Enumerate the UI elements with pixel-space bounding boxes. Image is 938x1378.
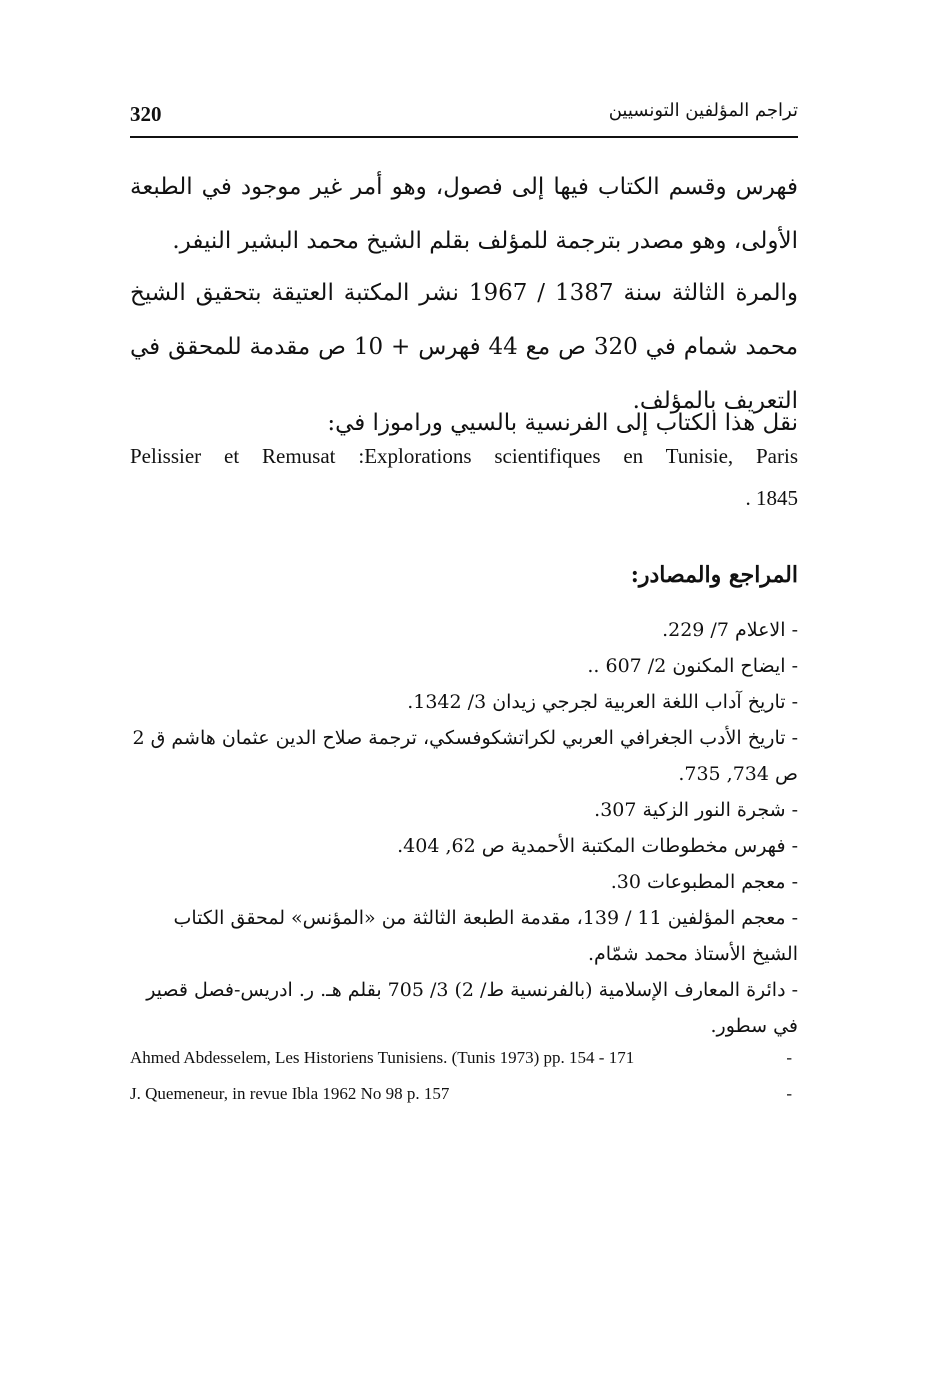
paragraph-french-translation: نقل هذا الكتاب إلى الفرنسية بالسيي وراموزا في:	[327, 410, 798, 436]
latin-citation-line: Pelissier et Remusat :Explorations scientifiques en Tunisie, Paris	[130, 444, 798, 468]
latin-reference-dash: -	[786, 1084, 792, 1103]
latin-reference-dash: -	[786, 1048, 792, 1067]
reference-item: - دائرة المعارف الإسلامية (بالفرنسية ط/ 2) 3/ 705 بقلم هـ. ر. ادريس-فصل قصير في سطور.	[130, 972, 798, 1044]
page-number: 320	[130, 102, 162, 126]
reference-item: - معجم المؤلفين 11 / 139، مقدمة الطبعة الثالثة من «المؤنس» لمحقق الكتاب الشيخ الأستاذ محمد شمّام.	[130, 900, 798, 972]
references-heading: المراجع والمصادر:	[630, 562, 798, 588]
reference-item: - ايضاح المكنون 2/ 607 ..	[130, 648, 798, 684]
paragraph-index-note: فهرس وقسم الكتاب فيها إلى فصول، وهو أمر غير موجود في الطبعة الأولى، وهو مصدر بترجمة للمؤلف بقلم الشيخ محمد البشير النيفر.	[130, 174, 798, 254]
latin-reference-text: Ahmed Abdesselem, Les Historiens Tunisiens. (Tunis 1973) pp. 154 - 171	[130, 1048, 635, 1067]
latin-citation-year: . 1845	[745, 486, 798, 510]
reference-list	[130, 612, 798, 1044]
reference-item: - شجرة النور الزكية 307.	[130, 792, 798, 828]
reference-item: - الاعلام 7/ 229.	[130, 612, 798, 648]
running-header	[130, 96, 798, 138]
reference-item: - فهرس مخطوطات المكتبة الأحمدية ص 62, 404.	[130, 828, 798, 864]
reference-item: - تاريخ آداب اللغة العربية لجرجي زيدان 3/ 1342.	[130, 684, 798, 720]
paragraph-third-edition: والمرة الثالثة سنة 1387 / 1967 نشر المكتبة العتيقة بتحقيق الشيخ محمد شمام في 320 ص مع 44 فهرس + 10 ص مقدمة للمحقق في التعريف بالمؤلف.	[130, 280, 799, 414]
reference-item: - معجم المطبوعات 30.	[130, 864, 798, 900]
running-title: تراجم المؤلفين التونسيين	[608, 100, 798, 121]
latin-reference	[130, 1048, 798, 1068]
latin-reference-text: J. Quemeneur, in revue Ibla 1962 No 98 p. 157	[130, 1084, 450, 1103]
reference-item: - تاريخ الأدب الجغرافي العربي لكراتشكوفسكي، ترجمة صلاح الدين عثمان هاشم ق 2 ص 734, 735.	[130, 720, 798, 792]
latin-reference	[130, 1084, 798, 1104]
